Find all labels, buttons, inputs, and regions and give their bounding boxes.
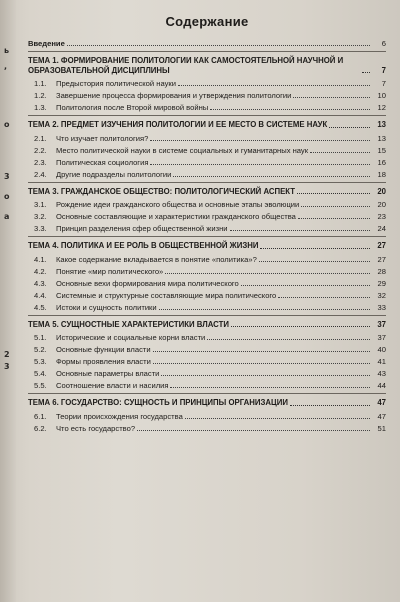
- section-number: 3.3.: [34, 224, 47, 233]
- toc-section-row[interactable]: [28, 170, 386, 179]
- toc-page-number: 28: [377, 266, 386, 276]
- toc-page-number: 23: [377, 212, 386, 221]
- section-number: 1.1.: [34, 79, 47, 88]
- leader-dots: [301, 206, 370, 207]
- leader-dots: [207, 339, 370, 340]
- toc-page-number: 18: [377, 169, 386, 179]
- chapter-title: ТЕМА 1. ФОРМИРОВАНИЕ ПОЛИТОЛОГИИ КАК САМОСТОЯТЕЛЬНОЙ НАУЧНОЙ И ОБРАЗОВАТЕЛЬНОЙ ДИСЦИПЛИНЫ: [28, 56, 344, 75]
- section-title: Другие подразделы политологии: [56, 169, 172, 179]
- leader-dots: [170, 387, 370, 388]
- divider: [28, 115, 386, 116]
- toc-page-number: 41: [377, 357, 386, 366]
- leader-dots: [185, 418, 370, 419]
- toc-page-number: 20: [377, 200, 386, 209]
- divider: [28, 236, 386, 237]
- leader-dots: [67, 45, 370, 46]
- spine-mark: а: [4, 212, 10, 221]
- toc-page-number: 13: [377, 120, 386, 129]
- toc-section-row[interactable]: [28, 200, 386, 209]
- section-number: 6.1.: [34, 411, 47, 421]
- toc-title: Содержание: [165, 14, 249, 29]
- section-number: 2.4.: [34, 169, 47, 179]
- toc-section-row[interactable]: [28, 357, 386, 366]
- toc-intro-row[interactable]: [28, 39, 386, 48]
- section-title: Истоки и сущность политики: [56, 302, 157, 312]
- section-title: Рождение идеи гражданского общества и основные этапы эволюции: [56, 200, 300, 209]
- leader-dots: [362, 72, 370, 73]
- toc-page-number: 12: [377, 103, 386, 112]
- section-title: Предыстория политической науки: [56, 79, 176, 88]
- toc-section-row[interactable]: [28, 291, 386, 300]
- section-title: Что есть государство?: [56, 423, 136, 433]
- toc-page-number: 43: [377, 369, 386, 378]
- leader-dots: [153, 351, 370, 352]
- section-number: 4.4.: [34, 290, 47, 300]
- section-title: Формы проявления власти: [56, 357, 151, 366]
- spine-mark: 3: [4, 172, 10, 181]
- toc-page-number: 13: [377, 133, 386, 143]
- toc-page-number: 27: [377, 254, 386, 264]
- toc-page-number: 16: [377, 157, 386, 167]
- leader-dots: [230, 230, 370, 231]
- chapter-title: ТЕМА 5. СУЩНОСТНЫЕ ХАРАКТЕРИСТИКИ ВЛАСТИ: [28, 319, 229, 329]
- leader-dots: [210, 109, 370, 110]
- section-title: Принцип разделения сфер общественной жизни: [56, 224, 228, 233]
- toc-page-number: 47: [377, 411, 386, 421]
- section-title: Понятие «мир политического»: [56, 266, 164, 276]
- leader-dots: [153, 363, 370, 364]
- chapter-title: ТЕМА 3. ГРАЖДАНСКОЕ ОБЩЕСТВО: ПОЛИТОЛОГИЧЕСКИЙ АСПЕКТ: [28, 186, 296, 196]
- leader-dots: [290, 405, 370, 406]
- toc-page-number: 24: [377, 224, 386, 233]
- toc-page-number: 47: [377, 398, 386, 407]
- left-page-edge: [0, 0, 16, 602]
- leader-dots: [293, 97, 370, 98]
- section-title: Основные функции власти: [56, 345, 151, 354]
- section-number: 1.2.: [34, 91, 47, 100]
- leader-dots: [231, 326, 370, 327]
- spine-mark: ь: [4, 46, 10, 55]
- toc-page-number: 7: [381, 65, 386, 75]
- section-number: 5.4.: [34, 369, 47, 378]
- toc-section-row[interactable]: [28, 333, 386, 342]
- leader-dots: [278, 297, 370, 298]
- leader-dots: [297, 193, 370, 194]
- toc-page-number: 6: [381, 39, 386, 48]
- toc-chapter-heading[interactable]: [28, 187, 386, 197]
- divider: [28, 182, 386, 183]
- toc-page-number: 10: [377, 91, 386, 100]
- leader-dots: [329, 127, 370, 128]
- section-title: Теории происхождения государства: [56, 411, 183, 421]
- section-title: Политическая социология: [56, 157, 149, 167]
- toc-entry-text: Введение: [28, 39, 65, 48]
- section-title: Основные параметры власти: [56, 369, 160, 378]
- toc-page-number: 40: [377, 345, 386, 354]
- toc-section-row[interactable]: [28, 369, 386, 378]
- leader-dots: [161, 375, 370, 376]
- toc-section-row[interactable]: [28, 103, 386, 112]
- toc-page-number: 51: [377, 423, 386, 433]
- section-title: Исторические и социальные корни власти: [56, 333, 206, 342]
- section-number: 3.1.: [34, 200, 47, 209]
- chapter-title: ТЕМА 4. ПОЛИТИКА И ЕЕ РОЛЬ В ОБЩЕСТВЕННОЙ ЖИЗНИ: [28, 241, 259, 250]
- divider: [28, 51, 386, 52]
- leader-dots: [137, 430, 370, 431]
- leader-dots: [150, 140, 370, 141]
- toc-section-row[interactable]: [28, 158, 386, 167]
- chapter-list: [28, 56, 386, 433]
- toc-section-row[interactable]: [28, 212, 386, 221]
- section-number: 5.2.: [34, 345, 47, 354]
- toc-section-row[interactable]: [28, 134, 386, 143]
- section-number: 4.2.: [34, 266, 47, 276]
- leader-dots: [259, 261, 370, 262]
- toc-section-row[interactable]: [28, 279, 386, 288]
- toc-page-number: 37: [377, 319, 386, 329]
- toc-page-number: 7: [381, 79, 386, 88]
- spine-mark: о: [4, 120, 10, 129]
- section-number: 4.5.: [34, 302, 47, 312]
- section-number: 3.2.: [34, 212, 47, 221]
- toc-page-number: 37: [377, 333, 386, 342]
- section-title: Место политической науки в системе социальных и гуманитарных наук: [56, 145, 309, 155]
- toc-section-row[interactable]: [28, 146, 386, 155]
- section-title: Политология после Второй мировой войны: [56, 103, 209, 112]
- toc-section-row[interactable]: [28, 345, 386, 354]
- toc-page-number: 27: [377, 241, 386, 250]
- toc-section-row[interactable]: [28, 79, 386, 88]
- section-number: 6.2.: [34, 423, 47, 433]
- section-number: 5.3.: [34, 357, 47, 366]
- spine-mark: о: [4, 192, 10, 201]
- section-number: 4.3.: [34, 278, 47, 288]
- toc-section-row[interactable]: [28, 303, 386, 312]
- leader-dots: [165, 273, 370, 274]
- toc-page-number: 15: [377, 145, 386, 155]
- section-title: Основные вехи формирования мира политического: [56, 278, 239, 288]
- leader-dots: [178, 85, 370, 86]
- toc-chapter-heading[interactable]: [28, 241, 386, 251]
- divider: [28, 393, 386, 394]
- section-number: 4.1.: [34, 254, 47, 264]
- chapter-title: ТЕМА 2. ПРЕДМЕТ ИЗУЧЕНИЯ ПОЛИТОЛОГИИ И ЕЕ МЕСТО В СИСТЕМЕ НАУК: [28, 120, 328, 129]
- spine-mark: 3: [4, 362, 10, 371]
- section-number: 1.3.: [34, 103, 47, 112]
- toc-section-row[interactable]: [28, 267, 386, 276]
- divider: [28, 315, 386, 316]
- toc-section-row[interactable]: [28, 224, 386, 233]
- table-of-contents: [28, 14, 386, 436]
- section-title: Основные составляющие и характеристики гражданского общества: [56, 212, 296, 221]
- section-number: 5.1.: [34, 333, 47, 342]
- section-number: 2.3.: [34, 157, 47, 167]
- toc-chapter-heading[interactable]: [28, 56, 386, 75]
- toc-page-number: 44: [377, 381, 386, 390]
- leader-dots: [260, 248, 370, 249]
- section-title: Системные и структурные составляющие мира политического: [56, 290, 277, 300]
- toc-section-row[interactable]: [28, 412, 386, 421]
- section-number: 2.2.: [34, 145, 47, 155]
- spine-mark: 2: [4, 350, 10, 359]
- toc-section-row[interactable]: [28, 91, 386, 100]
- leader-dots: [241, 285, 370, 286]
- chapter-title: ТЕМА 6. ГОСУДАРСТВО: СУЩНОСТЬ И ПРИНЦИПЫ ОРГАНИЗАЦИИ: [28, 398, 288, 407]
- section-title: Что изучает политология?: [56, 133, 149, 143]
- section-title: Какое содержание вкладывается в понятие «политика»?: [56, 254, 257, 264]
- leader-dots: [159, 309, 370, 310]
- toc-chapter-heading[interactable]: [28, 320, 386, 330]
- section-title: Соотношение власти и насилия: [56, 381, 169, 390]
- toc-section-row[interactable]: [28, 381, 386, 390]
- toc-chapter-heading[interactable]: [28, 398, 386, 408]
- toc-chapter-heading[interactable]: [28, 120, 386, 130]
- toc-section-row[interactable]: [28, 424, 386, 433]
- leader-dots: [150, 164, 370, 165]
- section-number: 5.5.: [34, 381, 47, 390]
- section-number: 2.1.: [34, 133, 47, 143]
- leader-dots: [298, 218, 370, 219]
- toc-section-row[interactable]: [28, 255, 386, 264]
- toc-page-number: 32: [377, 290, 386, 300]
- toc-page-number: 20: [377, 186, 386, 196]
- toc-page-number: 33: [377, 302, 386, 312]
- leader-dots: [310, 152, 370, 153]
- spine-mark: ,: [4, 62, 8, 71]
- leader-dots: [173, 176, 370, 177]
- section-title: Завершение процесса формирования и утверждения политологии: [56, 91, 292, 100]
- toc-page-number: 29: [377, 278, 386, 288]
